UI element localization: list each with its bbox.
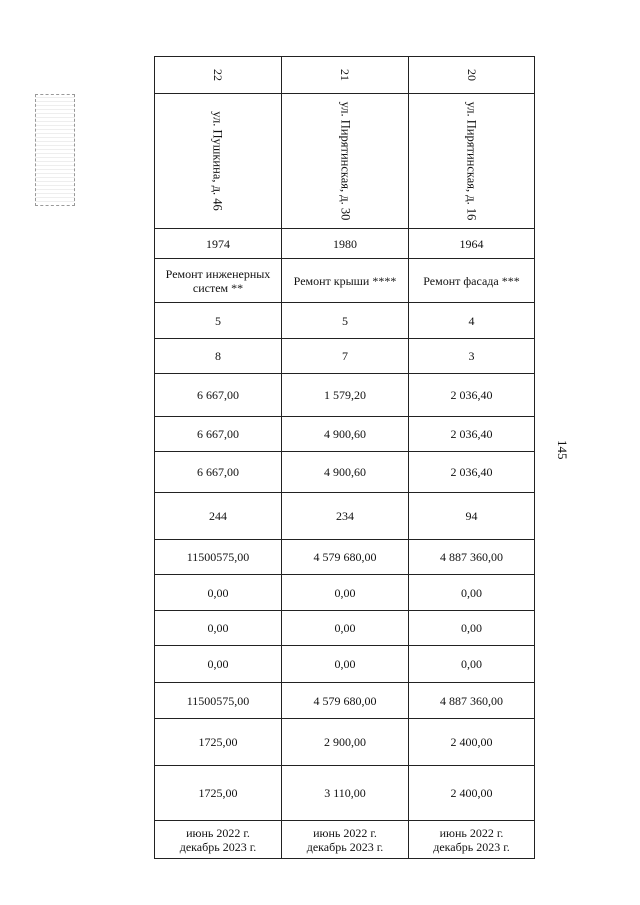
- cell-v2: 8: [155, 339, 282, 374]
- row-c2: [155, 417, 535, 452]
- cell-v2: 7: [282, 339, 409, 374]
- row-total: [155, 540, 535, 575]
- row-address: [155, 94, 535, 229]
- cell-address: ул. Пушкина, д. 46: [155, 94, 282, 229]
- cell-period: июнь 2022 г. декабрь 2023 г.: [155, 821, 282, 859]
- row-z1: [155, 575, 535, 611]
- cell-p1: 1725,00: [155, 719, 282, 766]
- cell-p1: 2 900,00: [282, 719, 409, 766]
- cell-c1: 2 036,40: [409, 374, 535, 417]
- cell-z3: 0,00: [282, 646, 409, 683]
- cell-c1: 1 579,20: [282, 374, 409, 417]
- cell-work-type: Ремонт инженерных систем **: [155, 259, 282, 303]
- cell-year: 1980: [282, 229, 409, 259]
- cell-z2: 0,00: [282, 611, 409, 646]
- row-v1: [155, 303, 535, 339]
- cell-p2: 1725,00: [155, 766, 282, 821]
- cell-total: 11500575,00: [155, 540, 282, 575]
- cell-v1: 5: [282, 303, 409, 339]
- cell-z1: 0,00: [155, 575, 282, 611]
- cell-year: 1974: [155, 229, 282, 259]
- cell-z1: 0,00: [409, 575, 535, 611]
- cell-count: 234: [282, 493, 409, 540]
- row-c3: [155, 452, 535, 493]
- housing-repair-table: [154, 56, 535, 859]
- cell-c3: 4 900,60: [282, 452, 409, 493]
- cell-total: 4 579 680,00: [282, 540, 409, 575]
- cell-period: июнь 2022 г. декабрь 2023 г.: [409, 821, 535, 859]
- cell-v2: 3: [409, 339, 535, 374]
- page-number: 145: [555, 440, 570, 460]
- cell-num: 21: [282, 57, 409, 94]
- cell-count: 94: [409, 493, 535, 540]
- cell-address: ул. Пирятинская, д. 16: [409, 94, 535, 229]
- row-v2: [155, 339, 535, 374]
- cell-c3: 2 036,40: [409, 452, 535, 493]
- cell-z2: 0,00: [409, 611, 535, 646]
- cell-work-type: Ремонт крыши ****: [282, 259, 409, 303]
- row-count: [155, 493, 535, 540]
- cell-p2: 3 110,00: [282, 766, 409, 821]
- row-c1: [155, 374, 535, 417]
- cell-total2: 4 887 360,00: [409, 683, 535, 719]
- cell-c2: 2 036,40: [409, 417, 535, 452]
- row-period: [155, 821, 535, 859]
- cell-p1: 2 400,00: [409, 719, 535, 766]
- cell-z2: 0,00: [155, 611, 282, 646]
- cell-total: 4 887 360,00: [409, 540, 535, 575]
- stamp-mark: [35, 94, 75, 206]
- cell-z1: 0,00: [282, 575, 409, 611]
- row-year: [155, 229, 535, 259]
- cell-num: 20: [409, 57, 535, 94]
- cell-total2: 11500575,00: [155, 683, 282, 719]
- cell-z3: 0,00: [155, 646, 282, 683]
- row-z2: [155, 611, 535, 646]
- cell-c3: 6 667,00: [155, 452, 282, 493]
- cell-work-type: Ремонт фасада ***: [409, 259, 535, 303]
- cell-count: 244: [155, 493, 282, 540]
- cell-z3: 0,00: [409, 646, 535, 683]
- cell-c2: 4 900,60: [282, 417, 409, 452]
- cell-year: 1964: [409, 229, 535, 259]
- cell-c1: 6 667,00: [155, 374, 282, 417]
- cell-num: 22: [155, 57, 282, 94]
- cell-period: июнь 2022 г. декабрь 2023 г.: [282, 821, 409, 859]
- row-p2: [155, 766, 535, 821]
- row-z3: [155, 646, 535, 683]
- cell-v1: 5: [155, 303, 282, 339]
- cell-p2: 2 400,00: [409, 766, 535, 821]
- cell-address: ул. Пирятинская, д. 30: [282, 94, 409, 229]
- row-number: [155, 57, 535, 94]
- row-work-type: [155, 259, 535, 303]
- cell-c2: 6 667,00: [155, 417, 282, 452]
- cell-total2: 4 579 680,00: [282, 683, 409, 719]
- row-total2: [155, 683, 535, 719]
- row-p1: [155, 719, 535, 766]
- cell-v1: 4: [409, 303, 535, 339]
